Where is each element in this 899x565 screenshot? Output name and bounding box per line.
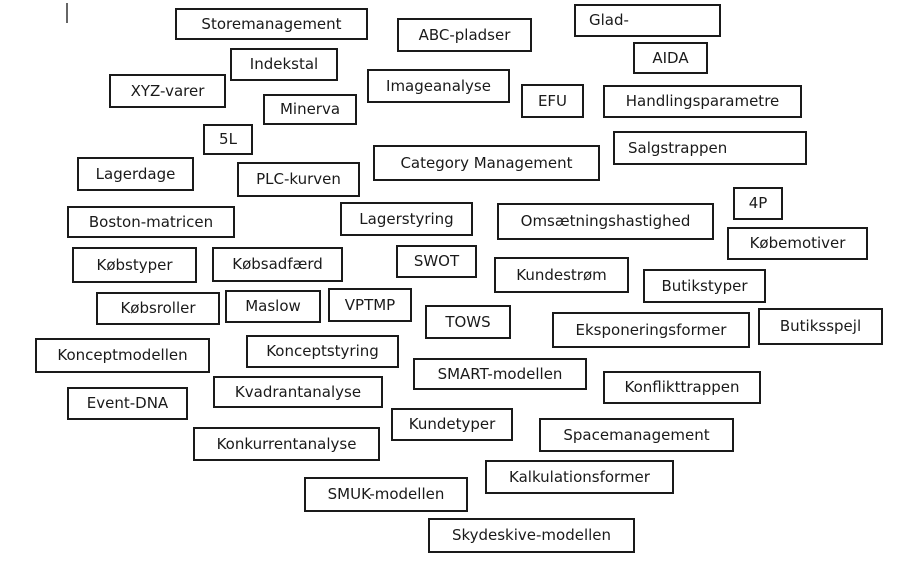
term-label: 4P bbox=[748, 194, 768, 212]
term-box-xyz-varer[interactable] bbox=[109, 74, 226, 108]
term-box-swot[interactable] bbox=[396, 245, 477, 278]
term-box-oms-tningshastighed[interactable] bbox=[497, 203, 714, 240]
term-box-abc-pladser[interactable] bbox=[397, 18, 532, 52]
term-box-konceptstyring[interactable] bbox=[246, 335, 399, 368]
term-label: Spacemanagement bbox=[563, 425, 710, 444]
term-box-imageanalyse[interactable] bbox=[367, 69, 510, 103]
term-label: XYZ-varer bbox=[130, 81, 205, 100]
term-label: VPTMP bbox=[344, 295, 396, 314]
term-box-smuk-modellen[interactable] bbox=[304, 477, 468, 512]
term-label: Storemanagement bbox=[201, 14, 342, 33]
term-box-plc-kurven[interactable] bbox=[237, 162, 360, 197]
term-box-kvadrantanalyse[interactable] bbox=[213, 376, 383, 408]
term-box-kundestr-m[interactable] bbox=[494, 257, 629, 293]
term-label: ABC-pladser bbox=[418, 25, 511, 44]
term-label: 5L bbox=[219, 130, 237, 148]
term-box-k-bstyper[interactable] bbox=[72, 247, 197, 283]
term-box-storemanagement[interactable] bbox=[175, 8, 368, 40]
term-box-maslow[interactable] bbox=[225, 290, 321, 323]
term-label: Konceptmodellen bbox=[57, 346, 188, 364]
term-label: PLC-kurven bbox=[256, 170, 341, 188]
term-label: Købemotiver bbox=[749, 234, 846, 252]
term-label: Maslow bbox=[245, 297, 301, 315]
text-cursor[interactable] bbox=[66, 3, 68, 23]
term-label: Boston-matricen bbox=[88, 212, 214, 231]
term-box-glad[interactable] bbox=[574, 4, 721, 37]
term-label: TOWS bbox=[445, 312, 491, 331]
term-label: EFU bbox=[537, 91, 568, 110]
term-label: Skydeskive-modellen bbox=[451, 526, 612, 544]
term-label: Købstyper bbox=[96, 255, 173, 274]
term-box-eksponeringsformer[interactable] bbox=[552, 312, 750, 348]
term-label: Butikstyper bbox=[661, 276, 748, 295]
term-box-konceptmodellen[interactable] bbox=[35, 338, 210, 373]
term-label: Eksponeringsformer bbox=[575, 320, 727, 339]
term-box-smart-modellen[interactable] bbox=[413, 358, 587, 390]
term-box-konflikttrappen[interactable] bbox=[603, 371, 761, 404]
term-box-efu[interactable] bbox=[521, 84, 584, 118]
term-label: Konkurrentanalyse bbox=[216, 434, 357, 453]
term-label: Glad- bbox=[589, 11, 629, 29]
term-label: AIDA bbox=[652, 48, 689, 67]
term-label: Event-DNA bbox=[86, 394, 169, 412]
term-box-k-bsroller[interactable] bbox=[96, 292, 220, 325]
term-label: SMUK-modellen bbox=[327, 485, 445, 503]
term-box-indekstal[interactable] bbox=[230, 48, 338, 81]
term-box-spacemanagement[interactable] bbox=[539, 418, 734, 452]
term-label: Butiksspejl bbox=[779, 317, 862, 335]
term-box-lagerdage[interactable] bbox=[77, 157, 194, 191]
term-label: Handlingsparametre bbox=[625, 92, 780, 110]
term-label: Købsadfærd bbox=[232, 255, 323, 273]
term-box-5l[interactable] bbox=[203, 124, 253, 155]
term-box-tows[interactable] bbox=[425, 305, 511, 339]
term-box-aida[interactable] bbox=[633, 42, 708, 74]
term-box-category-management[interactable] bbox=[373, 145, 600, 181]
term-box-kalkulationsformer[interactable] bbox=[485, 460, 674, 494]
term-label: Category Management bbox=[400, 153, 573, 172]
term-label: Konflikttrappen bbox=[624, 378, 740, 396]
term-box-event-dna[interactable] bbox=[67, 387, 188, 420]
term-label: Imageanalyse bbox=[386, 76, 491, 95]
term-box-butikstyper[interactable] bbox=[643, 269, 766, 303]
term-label: Lagerstyring bbox=[359, 209, 454, 228]
term-box-k-bemotiver[interactable] bbox=[727, 227, 868, 260]
term-box-k-bsadf-rd[interactable] bbox=[212, 247, 343, 282]
term-label: Kundestrøm bbox=[516, 265, 607, 284]
term-label: SWOT bbox=[413, 252, 460, 270]
term-box-butiksspejl[interactable] bbox=[758, 308, 883, 345]
term-label: Købsroller bbox=[120, 299, 196, 317]
term-box-konkurrentanalyse[interactable] bbox=[193, 427, 380, 461]
term-label: Kalkulationsformer bbox=[509, 467, 650, 486]
term-box-handlingsparametre[interactable] bbox=[603, 85, 802, 118]
term-label: Kvadrantanalyse bbox=[234, 382, 362, 401]
term-box-vptmp[interactable] bbox=[328, 288, 412, 322]
term-label: Kundetyper bbox=[408, 415, 496, 433]
term-label: Salgstrappen bbox=[628, 138, 728, 157]
term-box-salgstrappen[interactable] bbox=[613, 131, 807, 165]
term-label: SMART-modellen bbox=[437, 364, 563, 383]
term-label: Konceptstyring bbox=[266, 342, 379, 360]
term-label: Lagerdage bbox=[95, 164, 176, 183]
term-label: Indekstal bbox=[249, 55, 319, 73]
term-box-boston-matricen[interactable] bbox=[67, 206, 235, 238]
term-box-4p[interactable] bbox=[733, 187, 783, 220]
term-box-kundetyper[interactable] bbox=[391, 408, 513, 441]
term-label: Omsætningshastighed bbox=[520, 212, 691, 230]
term-box-minerva[interactable] bbox=[263, 94, 357, 125]
term-label: Minerva bbox=[279, 100, 341, 118]
term-box-skydeskive-modellen[interactable] bbox=[428, 518, 635, 553]
term-box-lagerstyring[interactable] bbox=[340, 202, 473, 236]
